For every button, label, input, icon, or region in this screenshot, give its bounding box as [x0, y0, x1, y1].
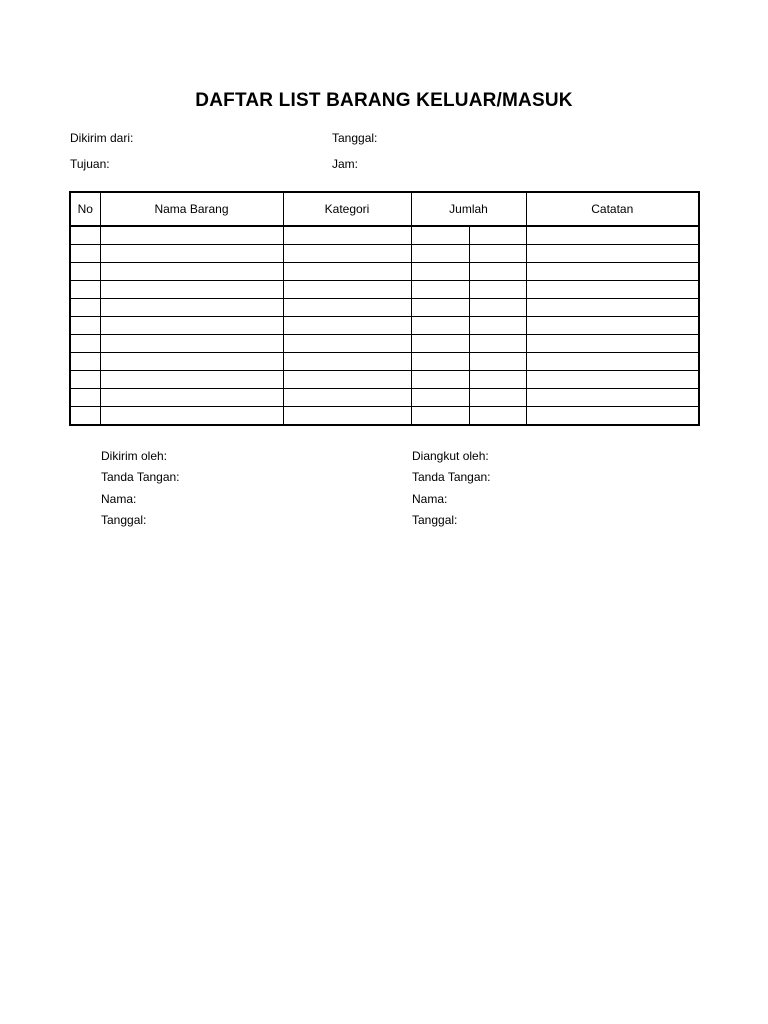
table-row	[70, 245, 699, 263]
table-cell[interactable]	[100, 389, 283, 407]
table-cell[interactable]	[526, 263, 699, 281]
table-cell[interactable]	[283, 299, 411, 317]
column-header-notes: Catatan	[526, 192, 699, 226]
table-cell[interactable]	[70, 407, 100, 426]
table-cell[interactable]	[526, 226, 699, 245]
items-table	[69, 191, 700, 426]
destination-label: Tujuan:	[70, 157, 110, 171]
table-cell[interactable]	[283, 335, 411, 353]
table-cell[interactable]	[100, 281, 283, 299]
table-cell[interactable]	[526, 335, 699, 353]
table-cell[interactable]	[100, 317, 283, 335]
table-cell[interactable]	[526, 407, 699, 426]
table-cell[interactable]	[411, 407, 469, 426]
table-cell[interactable]	[70, 245, 100, 263]
table-cell[interactable]	[70, 299, 100, 317]
table-cell[interactable]	[526, 245, 699, 263]
table-cell[interactable]	[70, 389, 100, 407]
date-label: Tanggal:	[332, 131, 378, 145]
table-cell[interactable]	[70, 263, 100, 281]
table-row	[70, 371, 699, 389]
table-row	[70, 407, 699, 426]
table-cell[interactable]	[100, 245, 283, 263]
table-cell[interactable]	[70, 335, 100, 353]
document-title: DAFTAR LIST BARANG KELUAR/MASUK	[195, 90, 573, 111]
table-cell[interactable]	[526, 317, 699, 335]
table-cell[interactable]	[283, 245, 411, 263]
table-cell[interactable]	[411, 263, 469, 281]
table-cell[interactable]	[411, 299, 469, 317]
table-cell[interactable]	[100, 226, 283, 245]
sent-from-label: Dikirim dari:	[70, 131, 134, 145]
table-cell[interactable]	[283, 281, 411, 299]
table-cell[interactable]	[526, 371, 699, 389]
column-header-quantity: Jumlah	[411, 192, 526, 226]
table-cell[interactable]	[283, 371, 411, 389]
table-cell[interactable]	[526, 299, 699, 317]
column-header-no: No	[70, 192, 100, 226]
column-header-item-name: Nama Barang	[100, 192, 283, 226]
table-cell[interactable]	[70, 281, 100, 299]
table-cell[interactable]	[283, 407, 411, 426]
table-cell[interactable]	[469, 245, 526, 263]
table-row	[70, 263, 699, 281]
table-cell[interactable]	[469, 263, 526, 281]
table-cell[interactable]	[100, 353, 283, 371]
table-header-row	[70, 192, 699, 226]
table-cell[interactable]	[411, 353, 469, 371]
carrier-date-label: Tanggal:	[412, 513, 458, 527]
table-cell[interactable]	[283, 353, 411, 371]
table-cell[interactable]	[70, 317, 100, 335]
table-row	[70, 353, 699, 371]
time-label: Jam:	[332, 157, 359, 171]
sender-date-label: Tanggal:	[101, 513, 147, 527]
table-row	[70, 226, 699, 245]
sender-signature-label: Tanda Tangan:	[101, 470, 180, 484]
table-cell[interactable]	[411, 335, 469, 353]
table-cell[interactable]	[469, 389, 526, 407]
table-cell[interactable]	[469, 281, 526, 299]
carried-by-label: Diangkut oleh:	[412, 449, 489, 463]
table-cell[interactable]	[411, 226, 469, 245]
table-cell[interactable]	[411, 389, 469, 407]
column-header-category: Kategori	[283, 192, 411, 226]
table-cell[interactable]	[100, 407, 283, 426]
table-cell[interactable]	[469, 226, 526, 245]
table-cell[interactable]	[469, 353, 526, 371]
table-cell[interactable]	[70, 353, 100, 371]
table-cell[interactable]	[283, 226, 411, 245]
table-row	[70, 299, 699, 317]
table-cell[interactable]	[70, 371, 100, 389]
table-cell[interactable]	[469, 407, 526, 426]
table-cell[interactable]	[411, 281, 469, 299]
table-cell[interactable]	[100, 371, 283, 389]
table-cell[interactable]	[411, 371, 469, 389]
table-cell[interactable]	[411, 245, 469, 263]
table-row	[70, 281, 699, 299]
table-cell[interactable]	[469, 335, 526, 353]
table-cell[interactable]	[100, 299, 283, 317]
table-row	[70, 335, 699, 353]
table-cell[interactable]	[283, 263, 411, 281]
table-row	[70, 389, 699, 407]
table-cell[interactable]	[411, 317, 469, 335]
carrier-signature-label: Tanda Tangan:	[412, 470, 491, 484]
table-cell[interactable]	[469, 317, 526, 335]
table-cell[interactable]	[100, 335, 283, 353]
table-cell[interactable]	[526, 353, 699, 371]
table-cell[interactable]	[469, 299, 526, 317]
table-cell[interactable]	[283, 389, 411, 407]
table-cell[interactable]	[526, 281, 699, 299]
table-row	[70, 317, 699, 335]
sender-name-label: Nama:	[101, 492, 137, 506]
sent-by-label: Dikirim oleh:	[101, 449, 168, 463]
carrier-name-label: Nama:	[412, 492, 448, 506]
table-cell[interactable]	[100, 263, 283, 281]
table-cell[interactable]	[469, 371, 526, 389]
table-cell[interactable]	[526, 389, 699, 407]
table-cell[interactable]	[283, 317, 411, 335]
table-cell[interactable]	[70, 226, 100, 245]
